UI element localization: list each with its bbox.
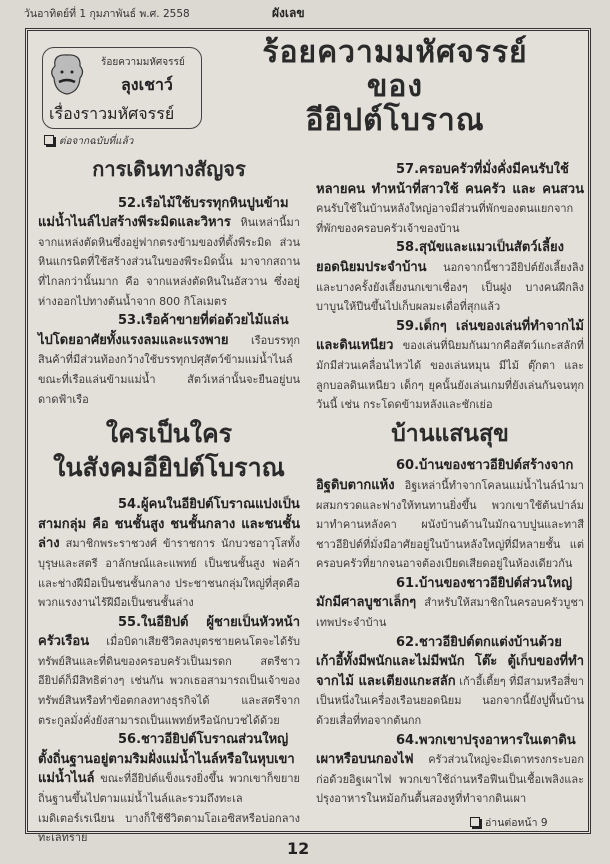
section-heading-travel: การเดินทางสัญจร <box>92 157 246 181</box>
item-56: 56.ชาวอียิปต์โบราณส่วนใหญ่ตั้งถิ่นฐานอยู่ตามริมฝั่งแม่น้ำไนล์หรือในหุบเขาแม่น้ำไนล์ ขณะที่อียิปต์แข็งแรงยิ่งขึ้น พวกเขาก็ขยายถิ่นฐานขึ้นไปตามแม่น้ำไนล์และรวมถึงทะเลเมดิเตอร์เรเนียน บางก็ใช้ชีวิตตามโอเอซิสหรือบ่อกลางทะเลทราย <box>38 732 300 845</box>
item-62: 62.ชาวอียิปต์ตกแต่งบ้านด้วยเก้าอี้ทั้งมีพนักและไม่มีพนัก โต๊ะ ตู้เก็บของที่ทำจากไม้ และเตียงแกะสลัก เก้าอี้เตี้ยๆ ที่มีสามหรือสี่ขาเป็นหนึ่งในเครื่องเรือนยอดนิยม นอกจากนี้ยังปูพื้นบ้านด้วยเสื่อที่ทอจากต้นกก <box>316 634 584 728</box>
item-53: 53.เรือค้าขายที่ต่อด้วยไม้แล่นไปโดยอาศัยทั้งแรงลมและแรงพาย เรือบรรทุกสินค้าที่มีส่วนท้องกว้างใช้บรรทุกปศุสัตว์ข้ามแม่น้ำไนล์ ขณะที่เรือแล่นข้ามแม่น้ำ สัตว์เหล่านั้นจะยืนอยู่บนดาดฟ้าเรือ <box>38 313 300 406</box>
item-64: 64.พวกเขาปรุงอาหารในเตาดินเผาหรือบนกองไฟ ครัวส่วนใหญ่จะมีเตาทรงกระบอกก่อด้วยอิฐเผาไฟ พวกเขาใช้ถ่านหรือฟืนเป็นเชื้อเพลิงและปรุงอาหารในหม้อก้นตื้นสองหูที่ทำจากดินเผา <box>316 732 584 806</box>
item-59: 59.เด็กๆ เล่นของเล่นที่ทำจากไม้และดินเหนียว ของเล่นที่นิยมกันมากคือสัตว์แกะสลักที่มักมีส่วนเคลื่อนไหวได้ ของเล่นหมุน มีไม้ ตุ๊กตา และ ลูกบอลดินเหนียว เด็กๆ ยุคนั้นยังเล่นเกมที่ยังเล่นกันจนทุกวันนี้ เช่น กระโดดข้ามหลังและชักเย่อ <box>316 318 584 412</box>
section-heading-home: บ้านแสนสุข <box>391 420 509 447</box>
item-54: 54.ผู้คนในอียิปต์โบราณแบ่งเป็นสามกลุ่ม คือ ชนชั้นสูง ชนชั้นกลาง และชนชั้นล่าง สมาชิกพระราชวงศ์ ข้าราชการ นักบวชอาวุโสทั้งบุรุษและสตรี อาลักษณ์และแพทย์ เป็นชนชั้นสูง พ่อค้าและช่างฝีมือเป็นชนชั้นกลาง ประชาชนกลุ่มใหญ่ที่สุดคือพวกแรงงานไร้ฝีมือเป็นชนชั้นล่าง <box>38 497 300 610</box>
old-man-portrait-icon <box>47 52 87 98</box>
page-number: 12 <box>287 839 310 858</box>
main-title: ร้อยความมหัศจรรย์ ของ อียิปต์โบราณ <box>262 35 528 138</box>
checkbox-bullet-icon <box>470 817 480 827</box>
logo-line1: ร้อยความมหัศจรรย์ <box>101 57 185 68</box>
column-logo <box>42 47 202 129</box>
right-column <box>316 160 584 809</box>
item-57: 57.ครอบครัวที่มั่งคั่งมีคนรับใช้หลายคน ทำหน้าที่สาวใช้ คนครัว และ คนสวน คนรับใช้ในบ้านหลังใหญ่อาจมีส่วนที่พักของตนแยกจากที่พักของครอบครัวเจ้าของบ้าน <box>316 162 584 235</box>
item-58: 58.สุนัขและแมวเป็นสัตว์เลี้ยงยอดนิยมประจำบ้าน นอกจากนี้ชาวอียิปต์ยังเลี้ยงลิง และบางครั้งยังเลี้ยงนกเขาเชื่องๆ เป็นฝูง บางคนฝึกลิงบาบูนให้ปีนขึ้นไปเก็บผลมะเดื่อที่สุกแล้ว <box>316 240 584 314</box>
item-55: 55.ในอียิปต์ ผู้ชายเป็นหัวหน้าครัวเรือน เมื่อบิดาเสียชีวิตลงบุตรชายคนโตจะได้รับทรัพย์สินและที่ดินของครอบครัวเป็นมรดก สตรีชาวอียิปต์ก็มีสิทธิต่างๆ เช่นกัน พวกเธอสามารถเป็นเจ้าของทรัพย์สินหรือทำข้อตกลงทางธุรกิจได้ และสตรีจากตระกูลมั่งคั่งยังสามารถเป็นแพทย์หรือนักบวชได้ด้วย <box>38 614 300 727</box>
masthead: ผังเลข <box>272 6 305 20</box>
item-60: 60.บ้านของชาวอียิปต์สร้างจากอิฐดิบตากแห้ง อิฐเหล่านี้ทำจากโคลนแม่น้ำไนล์นำมาผสมกรวดและฟางให้ทนทานยิ่งขึ้น พวกเขาใช้ต้นปาล์มมาทำคานหลังคา ผนังบ้านด้านในมักฉาบปูนและทาสี ชาวอียิปต์ที่มั่งมีอาศัยอยู่ในบ้านหลังใหญ่ที่มีหลายชั้น แต่ครอบครัวที่ยากจนอาจต้องเบียดเสียดอยู่ในห้องเดียวกัน <box>316 458 584 571</box>
left-column <box>38 157 300 848</box>
logo-author: ลุงเชาว์ <box>121 75 173 94</box>
logo-line3: เรื่องราวมหัศจรรย์ <box>49 104 175 123</box>
section-heading-who: ใครเป็นใคร ในสังคมอียิปต์โบราณ <box>53 419 285 483</box>
checkbox-bullet-icon <box>44 135 54 145</box>
continued-to: อ่านต่อหน้า 9 <box>470 814 548 831</box>
issue-date: วันอาทิตย์ที่ 1 กุมภาพันธ์ พ.ศ. 2558 <box>24 8 190 20</box>
continued-from: ต่อจากฉบับที่แล้ว <box>44 134 133 149</box>
item-52: 52.เรือไม้ใช้บรรทุกหินปูนข้ามแม่น้ำไนล์ไปสร้างพีระมิดและวิหาร หินเหล่านี้มาจากแหล่งตัดหินซึ่งอยู่ฟากตรงข้ามของที่ตั้งพีระมิด ส่วนหินแกรนิตที่ใช้สร้างส่วนในของพีระมิดนั้น มาจากสถานที่ไกลกว่านั้นมาก คือ จากแหล่งตัดหินในอัสวาน ซึ่งอยู่ห่างออกไปทางต้นน้ำจาก 800 กิโลเมตร <box>38 195 300 308</box>
item-61: 61.บ้านของชาวอียิปต์ส่วนใหญ่มักมีศาลบูชาเล็กๆ สำหรับให้สมาชิกในครอบครัวบูชาเทพประจำบ้าน <box>316 575 584 630</box>
